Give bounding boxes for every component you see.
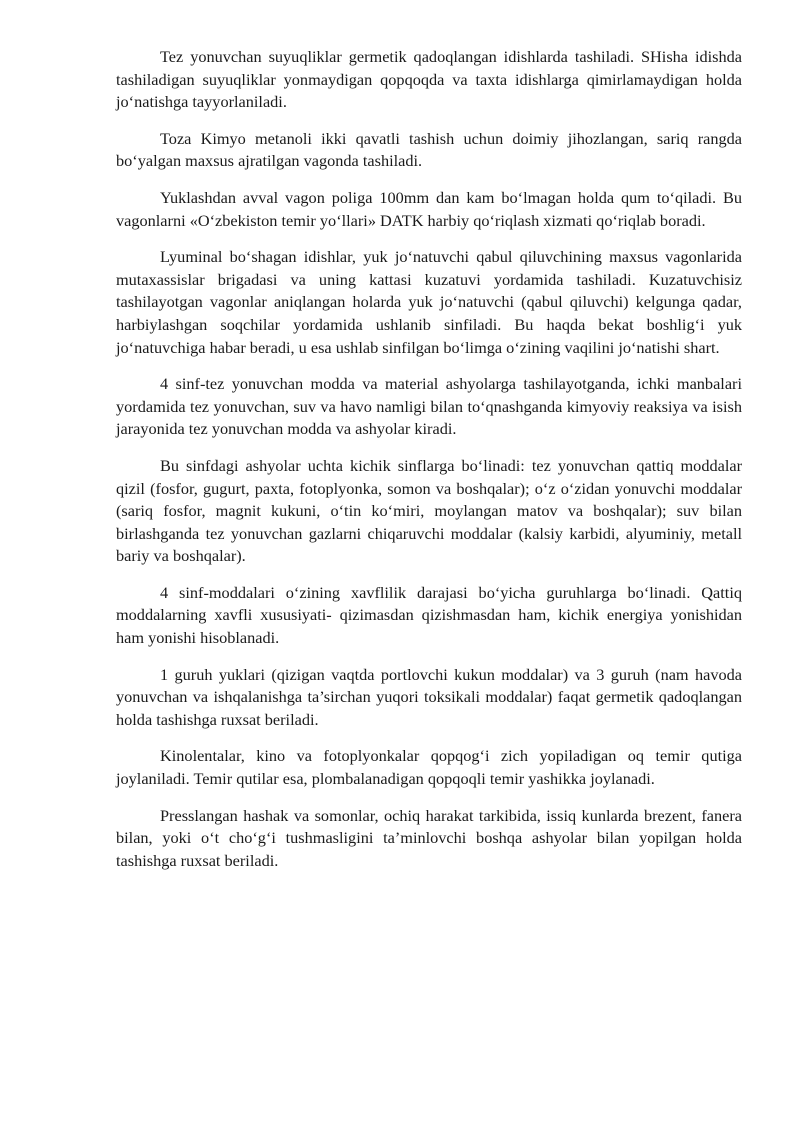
paragraph-5: 4 sinf-tez yonuvchan modda va material ashyolarga tashilayotganda, ichki manbalari yordamida tez yonuvchan, suv va havo namligi bilan toʻqnashganda kimyoviy reaksiya va isish jarayonida tez yonuvchan modda va ashyolar kiradi. — [116, 374, 742, 439]
paragraph-3: Yuklashdan avval vagon poliga 100mm dan kam boʻlmagan holda qum toʻqiladi. Bu vagonlarni «Oʻzbekiston temir yoʻllari» DATK harbiy qoʻriqlash xizmati qoʻriqlab boradi. — [116, 187, 742, 230]
paragraph-1: Tez yonuvchan suyuqliklar germetik qadoqlangan idishlarda tashiladi. SHisha idishda tashiladigan suyuqliklar yonmaydigan qopqoqda va taxta idishlarga qimirlamaydigan holda joʻnatishga tayyorlaniladi. — [116, 47, 742, 112]
paragraph-6: Bu sinfdagi ashyolar uchta kichik sinflarga boʻlinadi: tez yonuvchan qattiq moddalar qizil (fosfor, gugurt, paxta, fotoplyonka, somon va boshqalar); oʻz oʻzidan yonuvchi moddalar (sariq fosfor, magnit kukuni, oʻtin koʻmiri, moylangan matov va boshqalar); suv bilan birlashganda tez yonuvchan gazlarni chiqaruvchi moddalar (kalsiy karbidi, alyuminiy, metall bariy va boshqalar). — [116, 455, 742, 566]
paragraph-10: Presslangan hashak va somonlar, ochiq harakat tarkibida, issiq kunlarda brezent, fanera bilan, yoki oʻt choʻgʻi tushmasligini ta’minlovchi boshqa ashyolar bilan yopilgan holda tashishga ruxsat beriladi. — [116, 805, 742, 870]
paragraph-2: Toza Kimyo metanoli ikki qavatli tashish uchun doimiy jihozlangan, sariq rangda boʻyalgan maxsus ajratilgan vagonda tashiladi. — [116, 128, 742, 171]
document-page — [116, 46, 742, 886]
paragraph-4: Lyuminal boʻshagan idishlar, yuk joʻnatuvchi qabul qiluvchining maxsus vagonlarida mutaxassislar brigadasi va uning kattasi kuzatuvi yordamida tashiladi. Kuzatuvchisiz tashilayotgan vagonlar aniqlangan holarda yuk joʻnatuvchi (qabul qiluvchi) kelgunga qadar, harbiylashgan soqchilar yordamida ushlanib sinfiladi. Bu haqda bekat boshligʻi yuk joʻnatuvchiga habar beradi, u esa ushlab sinfilgan boʻlimga oʻzining vaqilini joʻnatishi shart. — [116, 247, 742, 357]
paragraph-9: Kinolentalar, kino va fotoplyonkalar qopqogʻi zich yopiladigan oq temir qutiga joylaniladi. Temir qutilar esa, plombalanadigan qopqoqli temir yashikka joylanadi. — [116, 746, 742, 789]
paragraph-7: 4 sinf-moddalari oʻzining xavflilik darajasi boʻyicha guruhlarga boʻlinadi. Qattiq moddalarning xavfli xususiyati- qizimasdan qizishmasdan ham, kichik energiya yonishidan ham yonishi hisoblanadi. — [116, 582, 742, 648]
paragraph-8: 1 guruh yuklari (qizigan vaqtda portlovchi kukun moddalar) va 3 guruh (nam havoda yonuvchan va ishqalanishga ta’sirchan yuqori toksikali moddalar) faqat germetik qadoqlangan holda tashishga ruxsat beriladi. — [116, 664, 742, 729]
